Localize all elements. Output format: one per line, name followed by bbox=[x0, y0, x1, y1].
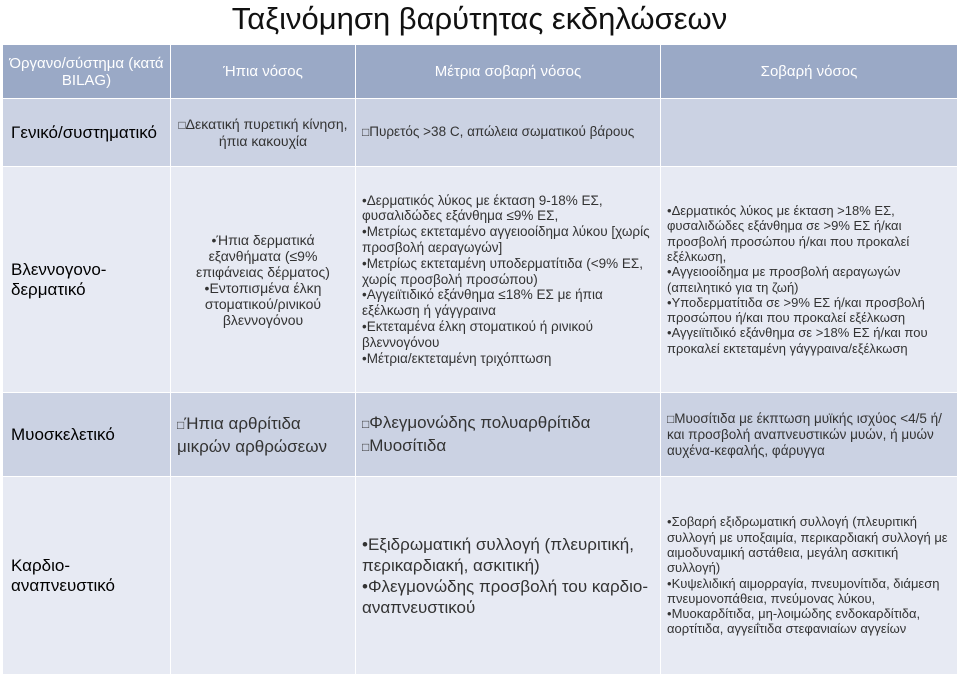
slide-title: Ταξινόμηση βαρύτητας εκδηλώσεων bbox=[231, 1, 728, 36]
header-organ: Όργανο/σύστημα (κατά BILAG) bbox=[3, 45, 171, 99]
list-item: • Κυψελιδική αιμορραγία, πνευμονίτιδα, διάμεση πνευμονοπάθεια, πνεύμονας λύκου, bbox=[667, 576, 951, 607]
table-row bbox=[3, 477, 958, 675]
list-item: • Εκτεταμένα έλκη στοματικού ή ρινικού βλεννογόνου bbox=[362, 319, 654, 351]
list-item: • Μυοκαρδίτιδα, μη-λοιμώδης ενδοκαρδίτιδα, αορτίτιδα, αγγειΐτιδα στεφανιαίων αγγείων bbox=[667, 606, 951, 637]
list-item: • Δερματικός λύκος με έκταση 9-18% ΕΣ, φυσαλιδώδες εξάνθημα ≤9% ΕΣ, bbox=[362, 193, 654, 225]
list-item: • Αγγειοοίδημα με προσβολή αεραγωγών (απειλητικό για τη ζωή) bbox=[667, 264, 951, 295]
list-item: • Φλεγμονώδης προσβολή του καρδιο-αναπνευστικού bbox=[362, 576, 654, 618]
row-label: Βλεννογονο-δερματικό bbox=[3, 167, 171, 393]
list-item: • Σοβαρή εξιδρωματική συλλογή (πλευριτική συλλογή με υποξαιμία, περικαρδιακή συλλογή με αιμοδυναμική αστάθεια, μεγάλη ασκιτική συλλογή) bbox=[667, 514, 951, 575]
table-row bbox=[3, 167, 958, 393]
cell-text: □ Ήπια αρθρίτιδα μικρών αρθρώσεων bbox=[177, 414, 327, 456]
table-row bbox=[3, 393, 958, 477]
list-item: • Υποδερματίτιδα σε >9% ΕΣ ή/και προσβολή προσώπου ή/και που προκαλεί εξέλκωση bbox=[667, 295, 951, 326]
cell-moderate bbox=[356, 393, 661, 477]
cell-severe bbox=[661, 167, 958, 393]
cell-text: □ Μυοσίτιδα με έκπτωση μυϊκής ισχύος <4/5 ή/και προσβολή αναπνευστικών μυών, ή μυών αυχένα-κεφαλής, φάρυγγα bbox=[667, 411, 942, 458]
list-item: • Ήπια δερματικά εξανθήματα (≤9% επιφάνειας δέρματος) bbox=[177, 232, 349, 280]
cell-mild bbox=[171, 393, 356, 477]
list-item: • Αγγειϊτιδικό εξάνθημα σε >18% ΕΣ ή/και που προκαλεί εκτεταμένη γάγγραινα/εξέλκωση bbox=[667, 325, 951, 356]
list-item: • Δερματικός λύκος με έκταση >18% ΕΣ, φυσαλιδώδες εξάνθημα σε >9% ΕΣ ή/και προσβολή προσώπου ή/και που προκαλεί εξέλκωση, bbox=[667, 203, 951, 264]
cell-mild bbox=[171, 99, 356, 167]
header-severe: Σοβαρή νόσος bbox=[661, 45, 958, 99]
row-label: Καρδιο-αναπνευστικό bbox=[3, 477, 171, 675]
cell-mild bbox=[171, 477, 356, 675]
severity-table bbox=[2, 44, 958, 675]
list-item: • Εντοπισμένα έλκη στοματικού/ρινικού βλεννογόνου bbox=[177, 280, 349, 328]
list-item: • Εξιδρωματική συλλογή (πλευριτική, περικαρδιακή, ασκιτική) bbox=[362, 534, 654, 576]
row-label: Μυοσκελετικό bbox=[3, 393, 171, 477]
header-mild: Ήπια νόσος bbox=[171, 45, 356, 99]
cell-mild bbox=[171, 167, 356, 393]
table-row bbox=[3, 99, 958, 167]
cell-moderate bbox=[356, 477, 661, 675]
cell-text: □ Δεκατική πυρετική κίνηση, ήπια κακουχία bbox=[178, 116, 347, 149]
list-item: □ Μυοσίτιδα bbox=[362, 435, 654, 458]
cell-severe bbox=[661, 99, 958, 167]
row-label: Γενικό/συστηματικό bbox=[3, 99, 171, 167]
list-item: • Αγγειϊτιδικό εξάνθημα ≤18% ΕΣ με ήπια εξέλκωση ή γάγγραινα bbox=[362, 287, 654, 319]
list-item: □ Φλεγμονώδης πολυαρθρίτιδα bbox=[362, 412, 654, 435]
cell-severe bbox=[661, 477, 958, 675]
cell-text: □ Πυρετός >38 C, απώλεια σωματικού βάρους bbox=[362, 124, 634, 139]
cell-moderate bbox=[356, 167, 661, 393]
list-item: • Μέτρια/εκτεταμένη τριχόπτωση bbox=[362, 351, 654, 367]
header-moderate: Μέτρια σοβαρή νόσος bbox=[356, 45, 661, 99]
cell-severe bbox=[661, 393, 958, 477]
cell-moderate bbox=[356, 99, 661, 167]
list-item: • Μετρίως εκτεταμένο αγγειοοίδημα λύκου [χωρίς προσβολή αεραγωγών] bbox=[362, 224, 654, 256]
list-item: • Μετρίως εκτεταμένη υποδερματίτιδα (<9% ΕΣ, χωρίς προσβολή προσώπου) bbox=[362, 256, 654, 288]
